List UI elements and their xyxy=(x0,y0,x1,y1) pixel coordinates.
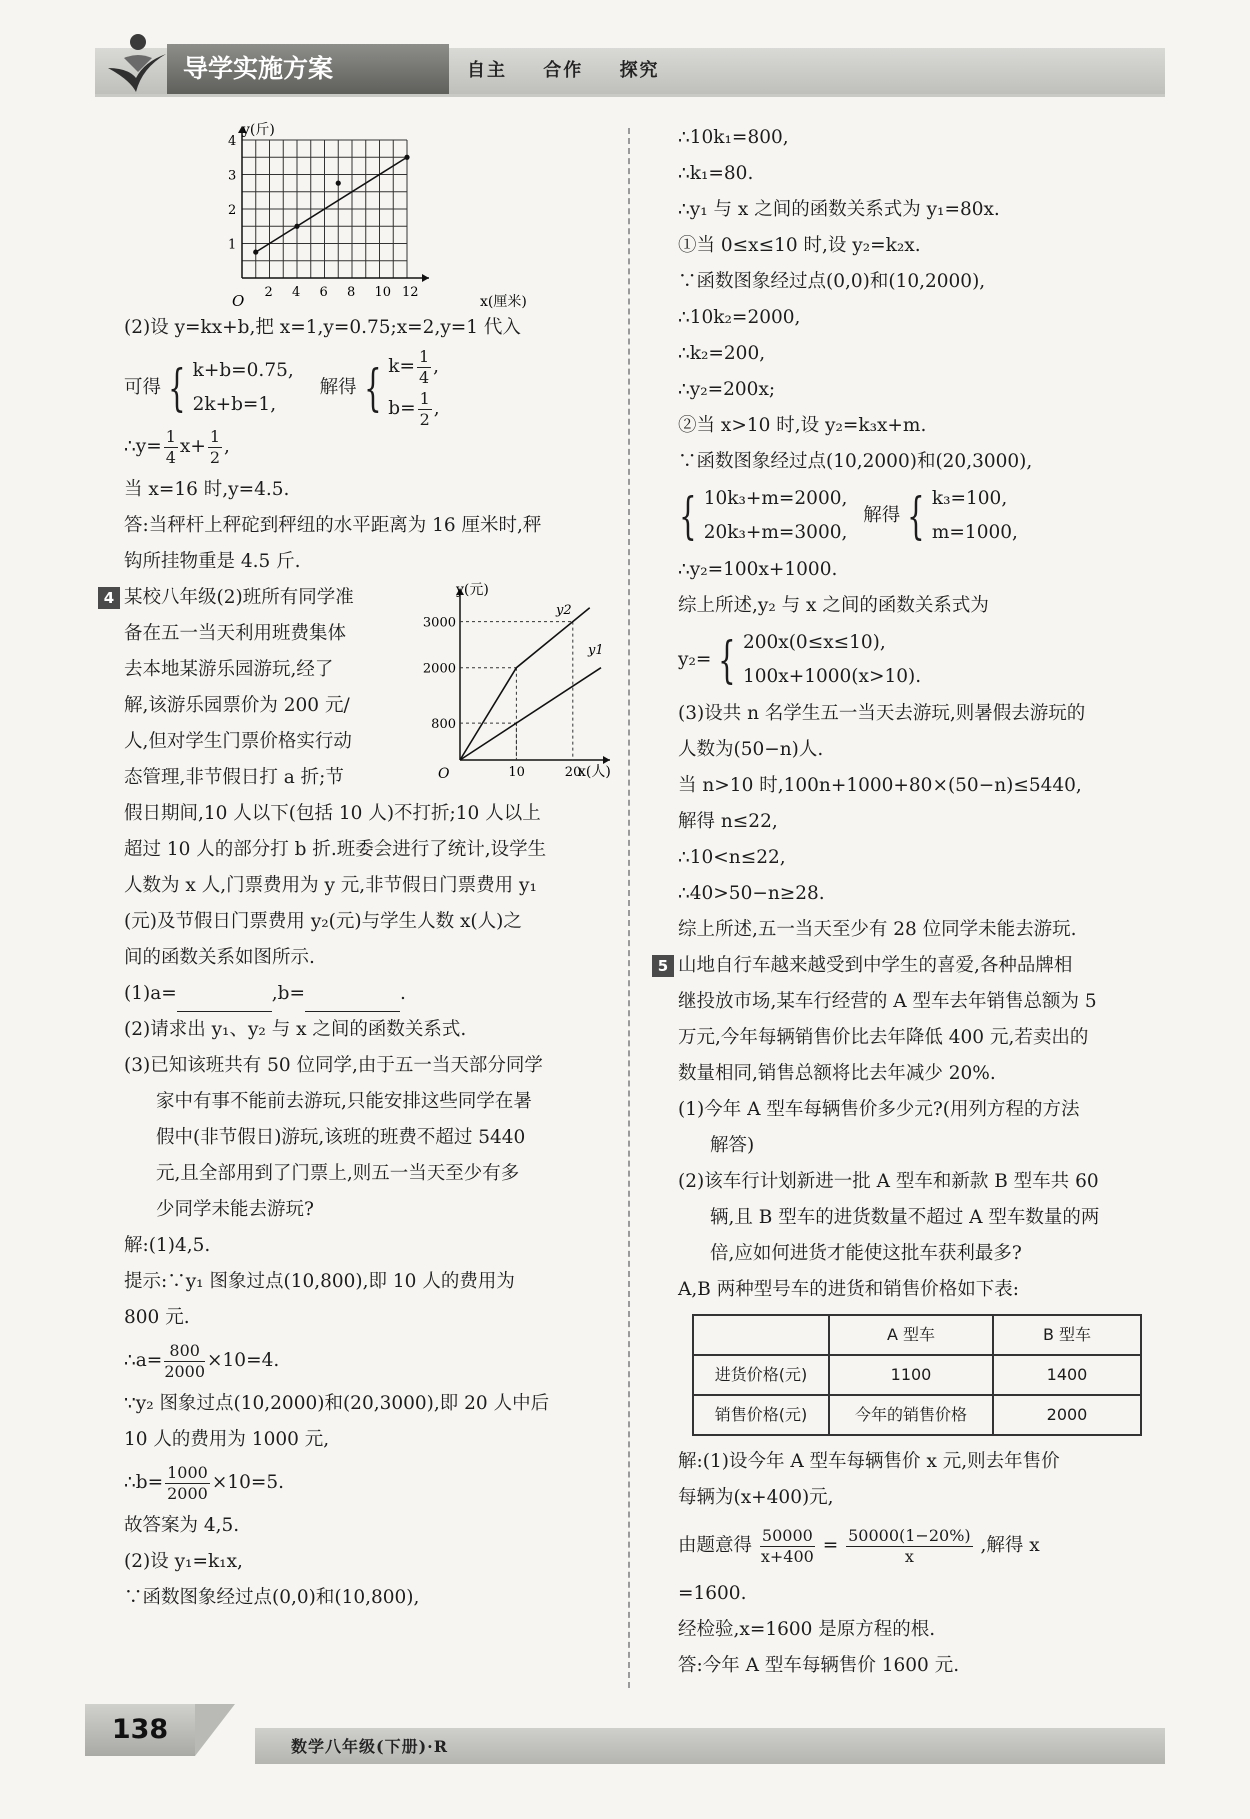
brace-icon: { xyxy=(168,359,186,417)
reader-logo-icon xyxy=(100,28,170,98)
y-tick-label: 3 xyxy=(228,168,237,184)
header-rule xyxy=(95,94,1165,97)
course-name: 数学八年级(下册)·R xyxy=(291,1737,449,1756)
solution-line: 经检验,x=1600 是原方程的根. xyxy=(678,1619,936,1640)
answer-ab: 故答案为 4,5. xyxy=(124,1515,240,1536)
table-cell: 销售价格(元) xyxy=(693,1395,829,1435)
data-point xyxy=(404,155,409,160)
fraction: $\frac{1}{4}$ xyxy=(418,346,430,387)
header-tag: 合作 xyxy=(543,60,584,81)
y-tick-label: 2000 xyxy=(422,661,456,677)
hint: 提示:∵y₁ 图象过点(10,800),即 10 人的费用为 xyxy=(124,1271,515,1292)
fraction: $\frac{1}{2}$ xyxy=(419,388,430,429)
table-intro: A,B 两种型号车的进货和销售价格如下表: xyxy=(678,1279,1019,1300)
solution-line: 综上所述,y₂ 与 x 之间的函数关系式为 xyxy=(678,595,989,616)
chart-ticket-cost xyxy=(422,580,614,790)
chart2-origin: O xyxy=(438,766,450,782)
question-number: 4 xyxy=(98,587,120,609)
solution-line: 解:(1)设今年 A 型车每辆售价 x 元,则去年售价 xyxy=(678,1451,1060,1472)
brace-icon: { xyxy=(679,487,697,545)
solution-line: ①当 0≤x≤10 时,设 y₂=k₂x. xyxy=(678,235,921,256)
x-tick-label: 10 xyxy=(374,285,392,300)
q2-system xyxy=(124,346,619,429)
table-row xyxy=(693,1355,1141,1395)
q5-part2: (2)该车行计划新进一批 A 型车和新款 B 型车共 60 xyxy=(678,1171,1099,1192)
question-number: 5 xyxy=(652,955,674,977)
solution-line: ∴10k₂=2000, xyxy=(678,307,801,328)
hint: ∵y₂ 图象过点(10,2000)和(20,3000),即 20 人中后 xyxy=(124,1393,550,1414)
q5-part1: 解答) xyxy=(710,1135,755,1156)
q4-text: 人数为 x 人,门票费用为 y 元,非节假日门票费用 y₁ xyxy=(124,875,537,896)
fraction: $\frac{1}{4}$ xyxy=(165,426,176,467)
q4-text: 人,但对学生门票价格实行动 xyxy=(124,731,352,752)
q4-text: (元)及节假日门票费用 y₂(元)与学生人数 x(人)之 xyxy=(124,911,522,932)
text-jiede: 解得 xyxy=(319,377,357,398)
sol-b: b= xyxy=(388,398,416,419)
calc-b: ∴b= $\frac{1000}{2000}$ ×10=5. xyxy=(124,1462,285,1503)
x-tick-label: 12 xyxy=(402,285,419,300)
eq: 2k+b=1, xyxy=(192,394,277,415)
fraction: $\frac{50000}{x+400}$ xyxy=(760,1525,814,1566)
q5-part1: (1)今年 A 型车每辆售价多少元?(用列方程的方法 xyxy=(678,1099,1080,1120)
solution-line: 解得 n≤22, xyxy=(678,811,778,832)
solution-line: ∴y₂=200x; xyxy=(678,379,776,400)
chart2-y-label: y(元) xyxy=(456,582,489,598)
x-tick-label: 10 xyxy=(508,765,525,780)
chart1-x-label: x(厘米) xyxy=(480,294,527,310)
header-title: 导学实施方案 xyxy=(167,44,449,94)
q4-text: 去本地某游乐园游玩,经了 xyxy=(124,659,334,680)
q4-text: 超过 10 人的部分打 b 折.班委会进行了统计,设学生 xyxy=(124,839,547,860)
solution-1: 解:(1)4,5. xyxy=(124,1235,211,1256)
chart1-origin: O xyxy=(232,292,245,310)
q5-part2: 辆,且 B 型车的进货数量不超过 A 型车数量的两 xyxy=(710,1207,1100,1228)
solution-line: ∵函数图象经过点(0,0)和(10,2000), xyxy=(678,271,986,292)
q4-text: 某校八年级(2)班所有同学准 xyxy=(124,587,354,608)
question-5: 5 山地自行车越来越受到中学生的喜爱,各种品牌相 xyxy=(678,948,1163,984)
q4-part3: 假中(非节假日)游玩,该班的班费不超过 5440 xyxy=(156,1127,526,1148)
eq: k+b=0.75, xyxy=(192,360,294,381)
footer-corner xyxy=(195,1704,235,1756)
solution-1: k= $\frac{1}{4}$ , b= $\frac{1}{2}$ , xyxy=(388,346,440,429)
y-tick-label: 4 xyxy=(228,134,237,149)
y-tick-label: 1 xyxy=(228,237,237,253)
q4-text: 备在五一当天利用班费集体 xyxy=(124,623,347,644)
solution-line: ∴k₂=200, xyxy=(678,343,766,364)
table-cell: 今年的销售价格 xyxy=(829,1395,993,1435)
x-axis-arrow xyxy=(422,274,429,282)
q4-text: 间的函数关系如图所示. xyxy=(124,947,315,968)
header-tags xyxy=(467,48,688,94)
piecewise-function: y₂= { 200x(0≤x≤10), 100x+1000(x>10). xyxy=(678,631,922,689)
table-row xyxy=(693,1395,1141,1435)
header-tag: 自主 xyxy=(467,60,507,81)
q2-when: 当 x=16 时,y=4.5. xyxy=(124,479,290,500)
x-tick-label: 6 xyxy=(319,285,328,300)
calc-a: ∴a= $\frac{800}{2000}$ ×10=4. xyxy=(124,1340,280,1381)
solution-line: =1600. xyxy=(678,1583,747,1604)
y-tick-label: 2 xyxy=(228,203,237,218)
table-cell: 1400 xyxy=(993,1355,1141,1395)
right-column xyxy=(657,120,1163,1684)
hint: 10 人的费用为 1000 元, xyxy=(124,1429,330,1450)
brace-icon: { xyxy=(363,359,382,417)
equation: 由题意得 $\frac{50000}{x+400}$ = $\frac{50000(1-20\%)}{x}$ ,解得 x xyxy=(678,1525,1040,1566)
part2-line: ∵函数图象经过点(0,0)和(10,800), xyxy=(124,1587,420,1608)
x-axis-arrow xyxy=(603,756,610,764)
q4-part2: (2)请求出 y₁、y₂ 与 x 之间的函数关系式. xyxy=(124,1019,467,1040)
chart-scale-weight xyxy=(212,120,552,310)
table-cell: 1100 xyxy=(829,1355,993,1395)
x-tick-label: 8 xyxy=(347,285,356,300)
solution-line: ∴y₂=100x+1000. xyxy=(678,559,838,580)
system-1 xyxy=(193,354,294,422)
chart2-x-label: x(人) xyxy=(578,764,611,780)
y-tick-label: 800 xyxy=(431,717,456,733)
table-header: B 型车 xyxy=(993,1315,1141,1355)
part2-line: (2)设 y₁=k₁x, xyxy=(124,1551,243,1572)
q5-part2: 倍,应如何进货才能使这批车获利最多? xyxy=(710,1243,1022,1264)
q4-text: 解,该游乐园票价为 200 元/ xyxy=(124,695,350,716)
data-point xyxy=(253,250,258,255)
q4-part3: 家中有事不能前去游玩,只能安排这些同学在暑 xyxy=(156,1091,532,1112)
left-column xyxy=(103,120,619,1616)
answer-blank-a[interactable] xyxy=(177,989,272,1012)
system-2: { 10k₃+m=2000, 20k₃+m=3000, 解得 { k₃=100, m=1000, xyxy=(679,487,1018,545)
fraction: $\frac{1000}{2000}$ xyxy=(167,1462,208,1503)
q4-part1: (1)a= ,b= . xyxy=(124,976,619,1012)
q4-text: 假日期间,10 人以下(包括 10 人)不打折;10 人以上 xyxy=(124,803,541,824)
solution-line: ∴10k₁=800, xyxy=(678,127,789,148)
data-point xyxy=(336,181,341,186)
solution-line: 当 n>10 时,100n+1000+80×(50−n)≤5440, xyxy=(678,775,1082,796)
solution-line: ∴40>50−n≥28. xyxy=(678,883,825,904)
table-cell: 2000 xyxy=(993,1395,1141,1435)
solution-line: ∴k₁=80. xyxy=(678,163,754,184)
hint: 800 元. xyxy=(124,1307,190,1328)
brace-icon: { xyxy=(718,631,736,689)
series-line-y2 xyxy=(460,608,590,760)
q4-text: 态管理,非节假日打 a 折;节 xyxy=(124,767,344,788)
q2-answer-1: 答:当秤杆上秤砣到秤纽的水平距离为 16 厘米时,秤 xyxy=(124,515,542,536)
page-footer xyxy=(85,1700,1165,1770)
solution-line: 人数为(50−n)人. xyxy=(678,739,824,760)
solution-line: ∴10<n≤22, xyxy=(678,847,786,868)
sol-k: k= xyxy=(388,356,415,377)
solution-line: ∴y₁ 与 x 之间的函数关系式为 y₁=80x. xyxy=(678,199,1000,220)
series-line-y1 xyxy=(460,668,601,760)
fraction: $\frac{800}{2000}$ xyxy=(164,1340,206,1381)
chart1-y-label: y(斤) xyxy=(242,122,275,138)
q4-part3: 元,且全部用到了门票上,则五一当天至少有多 xyxy=(156,1163,520,1184)
table-header: A 型车 xyxy=(829,1315,993,1355)
table-cell: 进货价格(元) xyxy=(693,1355,829,1395)
x-tick-label: 2 xyxy=(264,285,273,300)
page-header xyxy=(95,40,1165,98)
data-point xyxy=(294,224,299,229)
answer-blank-b[interactable] xyxy=(305,989,400,1012)
fraction: $\frac{50000(1-20\%)}{x}$ xyxy=(848,1525,971,1566)
q2-line1: (2)设 y=kx+b,把 x=1,y=0.75;x=2,y=1 代入 xyxy=(124,317,521,338)
q5-text: 继投放市场,某车行经营的 A 型车去年销售总额为 5 xyxy=(678,991,1097,1012)
y-tick-label: 3000 xyxy=(422,615,456,631)
series-label-y1: y1 xyxy=(588,643,604,658)
solution-line: (3)设共 n 名学生五一当天去游玩,则暑假去游玩的 xyxy=(678,703,1086,724)
price-table xyxy=(692,1314,1142,1436)
q4-part3: (3)已知该班共有 50 位同学,由于五一当天部分同学 xyxy=(124,1055,543,1076)
solution-line: 答:今年 A 型车每辆售价 1600 元. xyxy=(678,1655,960,1676)
solution-line: ∵函数图象经过点(10,2000)和(20,3000), xyxy=(678,451,1033,472)
solution-line: ②当 x>10 时,设 y₂=k₃x+m. xyxy=(678,415,927,436)
q5-text: 万元,今年每辆销售价比去年降低 400 元,若卖出的 xyxy=(678,1027,1089,1048)
solution-line: 每辆为(x+400)元, xyxy=(678,1487,834,1508)
x-tick-label: 20 xyxy=(564,765,582,780)
page-number: 138 xyxy=(85,1704,195,1756)
question-4 xyxy=(103,580,619,1228)
fraction: $\frac{1}{2}$ xyxy=(209,426,221,467)
solution-line: 综上所述,五一当天至少有 28 位同学未能去游玩. xyxy=(678,919,1077,940)
header-tag: 探究 xyxy=(619,60,660,81)
x-tick-label: 4 xyxy=(292,285,301,300)
text-kede: 可得 xyxy=(124,377,162,398)
series-label-y2: y2 xyxy=(556,603,572,618)
chart1-marks xyxy=(253,155,409,255)
brace-icon: { xyxy=(907,487,925,545)
column-divider xyxy=(628,128,630,1688)
q2-answer-2: 钩所挂物重是 4.5 斤. xyxy=(124,551,301,572)
q2-result: ∴y= $\frac{1}{4}$ x+ $\frac{1}{2}$ , xyxy=(124,426,230,467)
table-header-row xyxy=(693,1315,1141,1355)
fit-line xyxy=(256,157,407,252)
q5-text: 数量相同,销售总额将比去年减少 20%. xyxy=(678,1063,996,1084)
q4-part3: 少同学未能去游玩? xyxy=(156,1199,314,1220)
